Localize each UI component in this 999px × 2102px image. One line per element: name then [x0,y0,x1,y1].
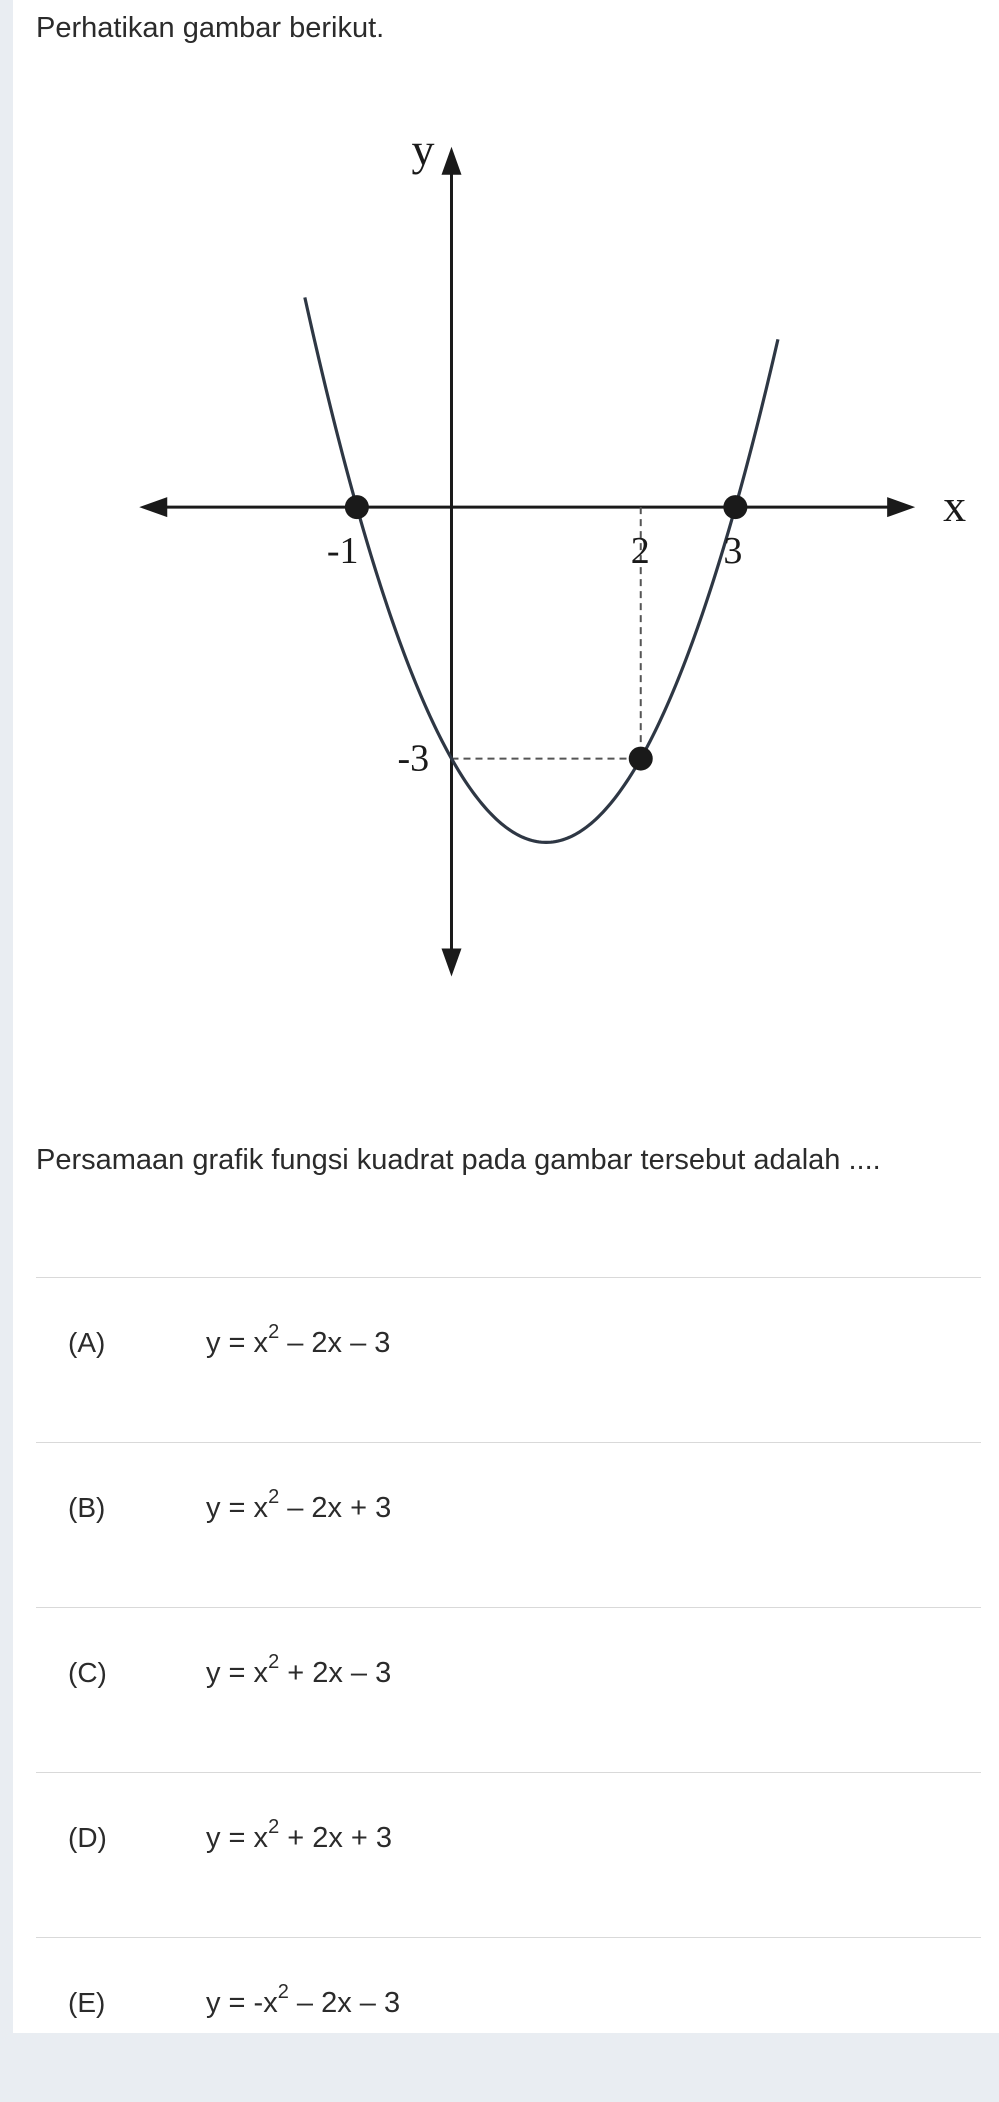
y-axis-arrow-down [441,948,461,976]
option-letter: (A) [68,1327,106,1358]
guide-lines [451,507,640,758]
question-text: Persamaan grafik fungsi kuadrat pada gambar tersebut adalah .... [36,1144,881,1176]
x-axis-arrow-right [887,497,915,517]
option-equation: $y = x^2 + 2x - 3$ [206,1651,392,1689]
option-letter: (C) [68,1657,107,1688]
x-tick-label-2: 2 [630,530,650,573]
option-letter: (D) [68,1822,107,1853]
tick-labels [327,530,742,779]
option-a[interactable] [36,1277,981,1442]
points [345,495,747,770]
y-tick-label-neg3: -3 [397,737,430,780]
option-letter: (E) [68,1987,106,2018]
data-point-3 [629,747,653,771]
option-equation: $y = x^2 - 2x + 3$ [206,1486,392,1524]
y-axis-arrow-up [441,147,461,175]
x-tick-label-neg1: -1 [326,530,359,573]
answer-options [36,1277,981,2102]
option-c[interactable] [36,1607,981,1772]
question-prompt: Perhatikan gambar berikut. [36,12,385,44]
data-point-0 [345,495,369,519]
option-letter: (B) [68,1492,106,1523]
option-equation: $y = x^2 + 2x + 3$ [206,1816,393,1854]
x-axis [139,480,966,531]
x-tick-label-3: 3 [723,530,743,573]
option-e[interactable] [36,1937,981,2102]
option-equation: $y = x^2 - 2x - 3$ [206,1321,391,1359]
x-axis-arrow-left [139,497,167,517]
question-card [13,0,999,2033]
y-axis-label: y [411,123,435,175]
x-axis-label: x [943,480,967,532]
y-axis [411,124,461,977]
parabola-graph [73,123,967,1010]
option-b[interactable] [36,1442,981,1607]
option-d[interactable] [36,1772,981,1937]
parabola-curve [305,297,778,842]
option-equation: $y = -x^2 - 2x - 3$ [206,1981,401,2019]
data-point-1 [723,495,747,519]
